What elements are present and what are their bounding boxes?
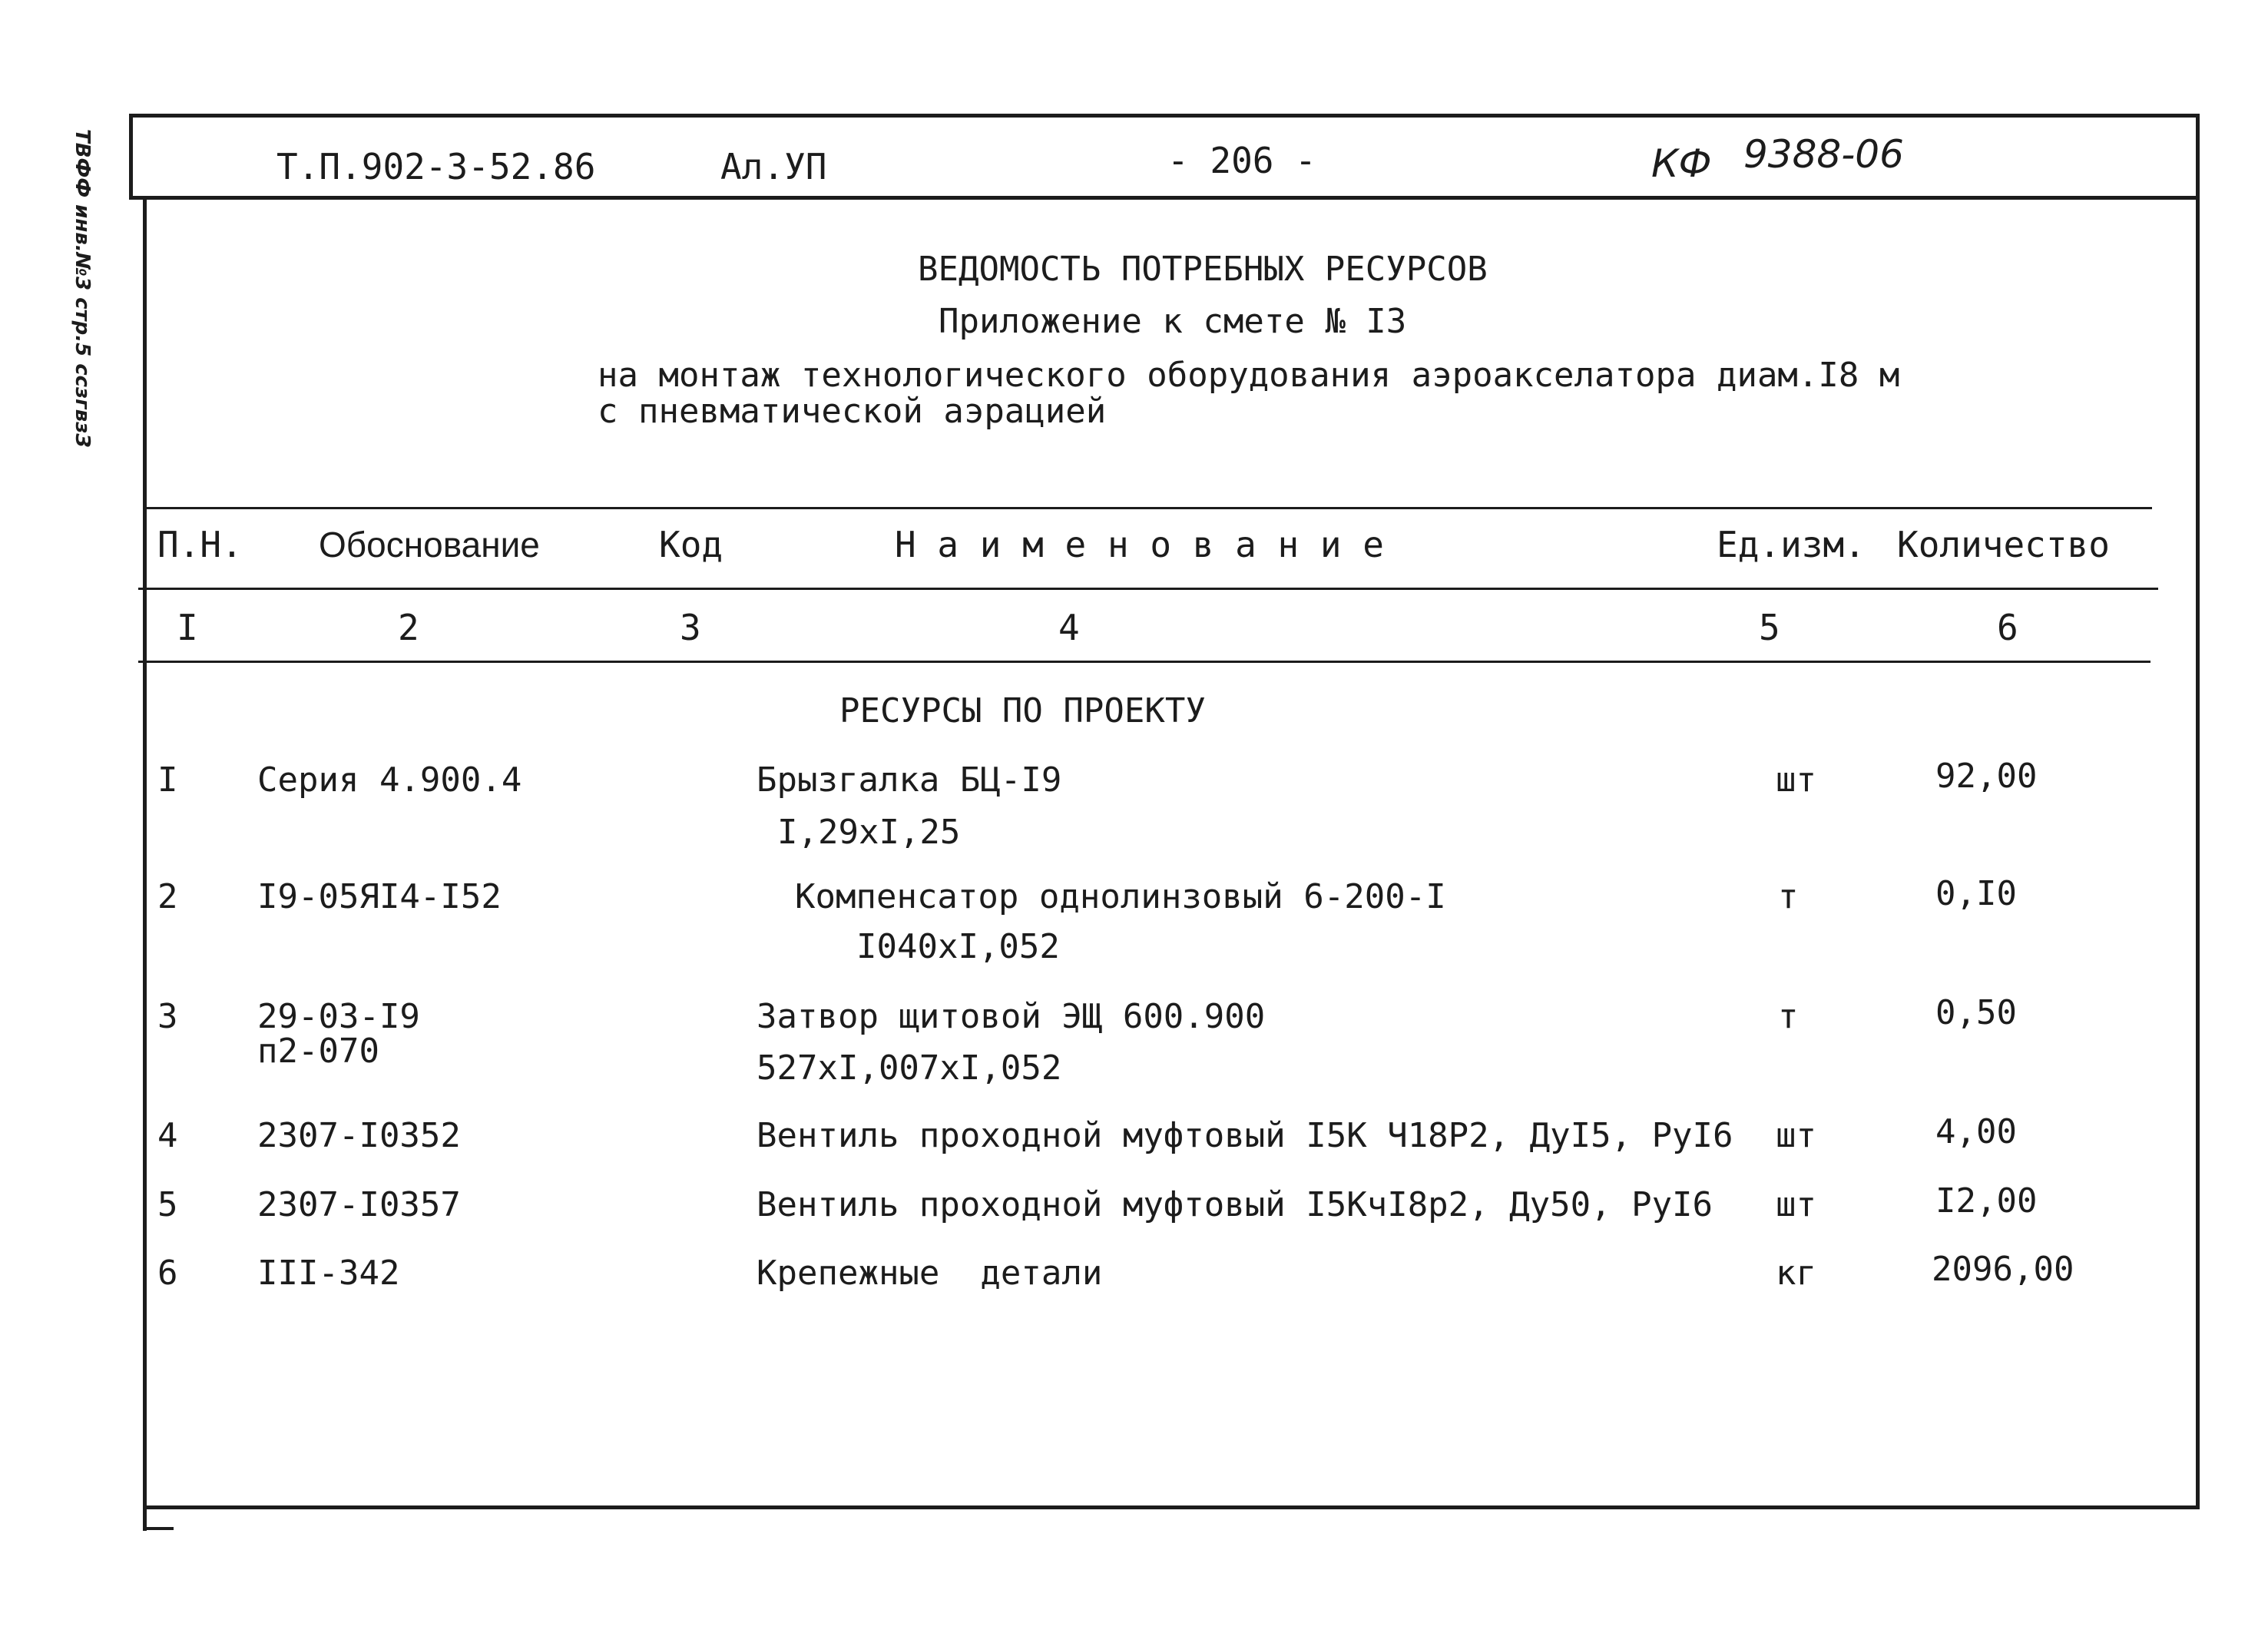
row-unit: шт (1776, 1116, 1816, 1155)
project-code: Т.П.902-3-52.86 (276, 146, 596, 187)
margin-stamp: ТВФФ инв.№3 стр.5 ссзгвзЗ (71, 129, 94, 448)
archive-code-prefix: КФ (1651, 141, 1712, 186)
row-pn: I (157, 760, 178, 800)
row-name: Вентиль проходной муфтовый I5КчI8р2, Ду50, РуI6 (757, 1185, 1713, 1224)
row-basis-detail: п2-070 (257, 1032, 379, 1071)
header-code: Код (659, 524, 723, 565)
header-qty: Количество (1897, 524, 2110, 565)
row-basis: 2307-I0352 (257, 1116, 461, 1155)
table-top-rule (143, 507, 2152, 509)
colnum-5: 5 (1759, 607, 1780, 648)
frame-bottom (143, 1505, 2200, 1509)
header-unit: Ед.изм. (1717, 524, 1866, 565)
row-unit: т (1778, 997, 1799, 1036)
colnum-1: I (177, 607, 198, 648)
row-name: Компенсатор однолинзовый 6-200-I (795, 877, 1446, 916)
row-unit: т (1778, 877, 1799, 916)
header-pn: П.Н. (157, 524, 243, 565)
row-unit: кг (1776, 1254, 1816, 1293)
frame-left-lower (143, 198, 147, 1531)
document-subtitle: Приложение к смете № I3 (939, 302, 1407, 341)
row-pn: 6 (157, 1254, 178, 1293)
row-basis: 2307-I0357 (257, 1185, 461, 1224)
row-name: Вентиль проходной муфтовый I5К Ч18Р2, ДуI5, РуI6 (757, 1116, 1733, 1155)
colnum-2: 2 (398, 607, 419, 648)
frame-top (129, 114, 2200, 118)
colnum-3: 3 (680, 607, 701, 648)
row-basis: Серия 4.900.4 (257, 760, 522, 800)
row-qty: 0,I0 (1935, 874, 2017, 913)
colnum-6: 6 (1997, 607, 2018, 648)
row-basis: III-342 (257, 1254, 400, 1293)
document-description-line2: с пневматической аэрацией (598, 392, 1107, 431)
frame-right (2196, 114, 2200, 1508)
row-basis: 29-03-I9 (257, 997, 420, 1036)
row-unit: шт (1776, 1185, 1816, 1224)
row-pn: 3 (157, 997, 178, 1036)
row-pn: 2 (157, 877, 178, 916)
page-number: - 206 - (1167, 140, 1316, 181)
row-qty: 4,00 (1935, 1112, 2017, 1151)
row-pn: 4 (157, 1116, 178, 1155)
frame-bottom-left (143, 1527, 174, 1530)
table-header-rule (138, 588, 2158, 590)
table-colnum-rule (138, 661, 2150, 663)
document-title: ВЕДОМОСТЬ ПОТРЕБНЫХ РЕСУРСОВ (918, 250, 1488, 289)
frame-left (129, 114, 133, 198)
archive-code-number: 9388-06 (1743, 132, 1904, 177)
row-name-detail: I040хI,052 (856, 927, 1060, 966)
row-name: Крепежные детали (757, 1254, 1103, 1293)
section-title: РЕСУРСЫ ПО ПРОЕКТУ (839, 691, 1206, 730)
header-divider (129, 196, 2200, 200)
row-name-detail: I,29хI,25 (777, 813, 961, 852)
colnum-4: 4 (1058, 607, 1080, 648)
row-qty: I2,00 (1935, 1181, 2038, 1221)
album-number: Ал.УП (720, 146, 827, 187)
header-name: Н а и м е н о в а н и е (895, 524, 1384, 565)
header-basis: Обоснование (319, 525, 540, 565)
row-unit: шт (1776, 760, 1816, 800)
row-name: Затвор щитовой ЭЩ 600.900 (757, 997, 1266, 1036)
row-name: Брызгалка БЦ-I9 (757, 760, 1062, 800)
row-qty: 2096,00 (1932, 1250, 2074, 1289)
row-basis: I9-05ЯI4-I52 (257, 877, 502, 916)
row-pn: 5 (157, 1185, 178, 1224)
row-name-detail: 527хI,007хI,052 (757, 1048, 1062, 1088)
document-description-line1: на монтаж технологического оборудования аэроакселатора диам.I8 м (598, 356, 1900, 395)
row-qty: 92,00 (1935, 757, 2038, 796)
row-qty: 0,50 (1935, 993, 2017, 1032)
